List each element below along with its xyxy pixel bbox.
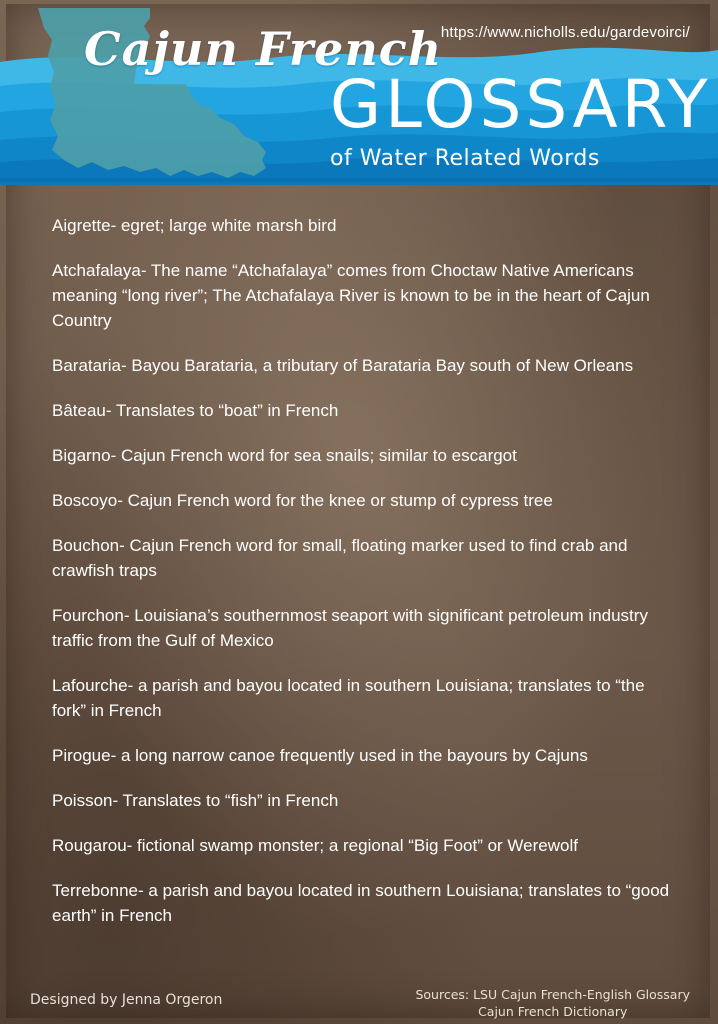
glossary-entry-atchafalaya: Atchafalaya- The name “Atchafalaya” comes from Choctaw Native Americans meaning “long river”; The Atchafalaya River is known to be in the heart of Cajun Country: [52, 261, 650, 330]
glossary-entry-terrebonne: Terrebonne- a parish and bayou located in southern Louisiana; translates to “good earth” in French: [52, 881, 670, 925]
glossary-entry-pirogue: Pirogue- a long narrow canoe frequently used in the bayours by Cajuns: [52, 746, 588, 765]
website-url: https://www.nicholls.edu/gardevoirci/: [440, 24, 690, 41]
glossary-entry-bouchon: Bouchon- Cajun French word for small, floating marker used to find crab and crawfish traps: [52, 536, 628, 580]
sources-credit: [415, 986, 690, 1020]
header-banner: [0, 0, 718, 185]
title-glossary: GLOSSARY: [330, 66, 712, 143]
sources-line-1: Sources: LSU Cajun French-English Glossary: [415, 987, 690, 1002]
glossary-entry-poisson: Poisson- Translates to “fish” in French: [52, 791, 339, 810]
glossary-entry-boscoyo: Boscoyo- Cajun French word for the knee or stump of cypress tree: [52, 491, 553, 510]
glossary-entry-barataria: Barataria- Bayou Barataria, a tributary of Barataria Bay south of New Orleans: [52, 356, 634, 375]
glossary-entries: [52, 213, 682, 948]
glossary-entry-lafourche: Lafourche- a parish and bayou located in southern Louisiana; translates to “the fork” in French: [52, 676, 645, 720]
sources-line-2: Cajun French Dictionary: [478, 1004, 628, 1019]
title-cajun-french: Cajun French: [84, 22, 443, 76]
glossary-entry-bateau: Bâteau- Translates to “boat” in French: [52, 401, 339, 420]
designer-credit: Designed by Jenna Orgeron: [30, 992, 223, 1008]
title-subtitle: of Water Related Words: [330, 146, 600, 171]
glossary-entry-rougarou: Rougarou- fictional swamp monster; a regional “Big Foot” or Werewolf: [52, 836, 578, 855]
glossary-entry-aigrette: Aigrette- egret; large white marsh bird: [52, 216, 337, 235]
glossary-entry-fourchon: Fourchon- Louisiana’s southernmost seaport with significant petroleum industry traffic from the Gulf of Mexico: [52, 606, 648, 650]
glossary-entry-bigarno: Bigarno- Cajun French word for sea snails; similar to escargot: [52, 446, 517, 465]
